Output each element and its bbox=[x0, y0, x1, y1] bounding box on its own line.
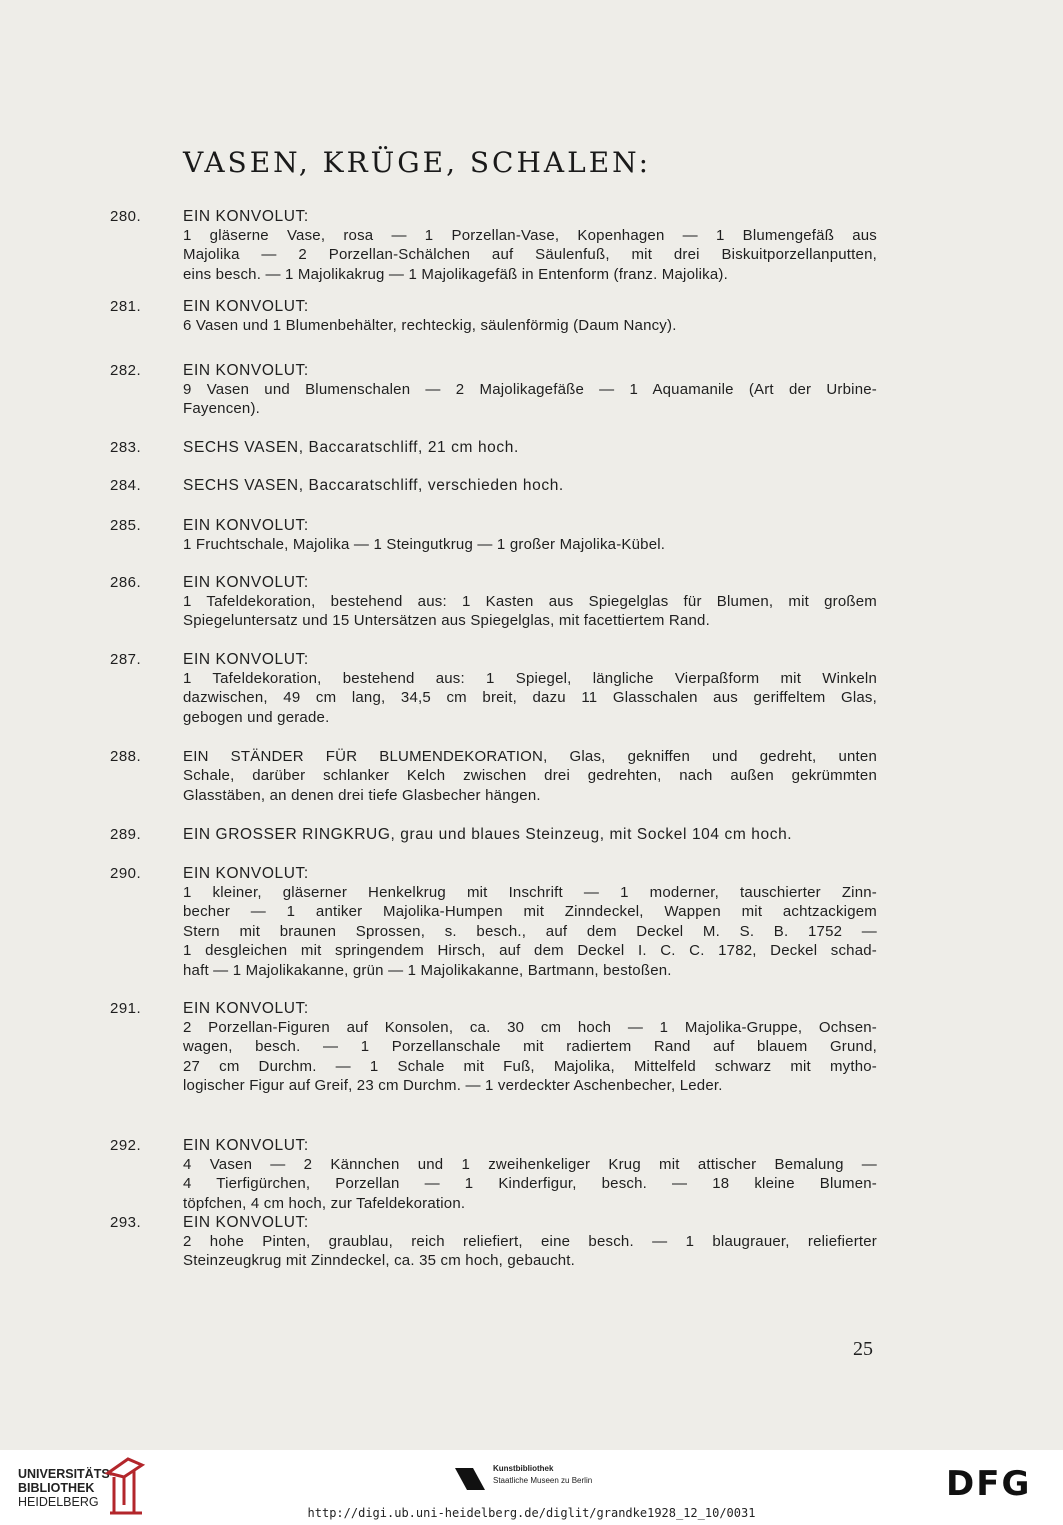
page-title: VASEN, KRÜGE, SCHALEN: bbox=[183, 146, 652, 179]
entry-description-line: 6 Vasen und 1 Blumenbehälter, rechteckig, säulenförmig (Daum Nancy). bbox=[183, 317, 677, 334]
entry-description-line: 27 cm Durchm. — 1 Schale mit Fuß, Majolika, Mittelfeld schwarz mit mytho- bbox=[183, 1057, 877, 1075]
partner-label: Kunstbibliothek Staatliche Museen zu Berlin bbox=[493, 1464, 593, 1485]
entry-number: 287. bbox=[110, 651, 142, 668]
entry-description-line: Majolika — 2 Porzellan-Schälchen auf Säulenfuß, mit drei Biskuitporzellanputten, bbox=[183, 246, 877, 264]
kunstbibliothek-logo-icon bbox=[453, 1464, 487, 1494]
entry-description-line: Fayencen). bbox=[183, 400, 261, 418]
entry-heading: EIN KONVOLUT: bbox=[183, 574, 309, 591]
entry-description-line: Schale, darüber schlanker Kelch zwischen drei gedrehten, nach außen gekrümmten bbox=[183, 767, 877, 785]
entry-heading: EIN KONVOLUT: bbox=[183, 1137, 309, 1154]
entry-description-line: Spiegeluntersatz und 15 Untersätzen aus Spiegelglas, mit facettiertem Rand. bbox=[183, 612, 710, 630]
entry-description-line: becher — 1 antiker Majolika-Humpen mit Zinndeckel, Wappen mit achtzackigem bbox=[183, 903, 877, 921]
entry-number: 291. bbox=[110, 1000, 142, 1017]
entry-number: 289. bbox=[110, 826, 142, 843]
entry-heading: EIN KONVOLUT: bbox=[183, 298, 309, 315]
footer bbox=[0, 1450, 1063, 1525]
entry-description-line: 9 Vasen und Blumenschalen — 2 Majolikagefäße — 1 Aquamanile (Art der Urbine- bbox=[183, 381, 877, 398]
entry-number: 288. bbox=[110, 748, 142, 765]
entry-description-line: Steinzeugkrug mit Zinndeckel, ca. 35 cm hoch, gebaucht. bbox=[183, 1252, 576, 1270]
entry-description-line: EIN STÄNDER FÜR BLUMENDEKORATION, Glas, gekniffen und gedreht, unten bbox=[183, 748, 877, 765]
entry-description-line: eins besch. — 1 Majolikakrug — 1 Majolikagefäß in Entenform (franz. Majolika). bbox=[183, 265, 728, 283]
entry-heading: SECHS VASEN, Baccaratschliff, 21 cm hoch. bbox=[183, 439, 519, 456]
entry-number: 285. bbox=[110, 517, 142, 534]
entry-description-line: 1 kleiner, gläserner Henkelkrug mit Inschrift — 1 moderner, tauschierter Zinn- bbox=[183, 884, 877, 901]
entry-description-line: gebogen und gerade. bbox=[183, 708, 330, 726]
entry-description-line: 1 Tafeldekoration, bestehend aus: 1 Kasten aus Spiegelglas für Blumen, mit großem bbox=[183, 593, 877, 610]
entry-number: 293. bbox=[110, 1214, 142, 1231]
entry-number: 286. bbox=[110, 574, 142, 591]
entry-description-line: 4 Vasen — 2 Kännchen und 1 zweihenkeliger Krug mit attischer Bemalung — bbox=[183, 1156, 877, 1173]
university-library-logo[interactable]: UNIVERSITÄTS- BIBLIOTHEK HEIDELBERG bbox=[18, 1467, 114, 1509]
entry-description-line: dazwischen, 49 cm lang, 34,5 cm breit, dazu 11 Glasschalen aus geriffeltem Glas, bbox=[183, 689, 877, 707]
entry-description-line: 1 desgleichen mit springendem Hirsch, auf dem Deckel I. C. C. 1782, Deckel schad- bbox=[183, 942, 877, 960]
entry-number: 281. bbox=[110, 298, 142, 315]
source-url[interactable]: http://digi.ub.uni-heidelberg.de/diglit/grandke1928_12_10/0031 bbox=[307, 1506, 756, 1520]
entry-description-line: 2 hohe Pinten, graublau, reich reliefiert, eine besch. — 1 blaugrauer, reliefierter bbox=[183, 1233, 877, 1250]
entry-number: 290. bbox=[110, 865, 142, 882]
entry-number: 283. bbox=[110, 439, 142, 456]
entry-heading: EIN KONVOLUT: bbox=[183, 1000, 309, 1017]
entry-description-line: logischer Figur auf Greif, 23 cm Durchm. — 1 verdeckter Aschenbecher, Leder. bbox=[183, 1077, 723, 1095]
entry-heading: EIN KONVOLUT: bbox=[183, 208, 309, 225]
entry-heading: EIN KONVOLUT: bbox=[183, 517, 309, 534]
entry-number: 284. bbox=[110, 477, 142, 494]
entry-description-line: töpfchen, 4 cm hoch, zur Tafeldekoration. bbox=[183, 1194, 466, 1212]
entry-description-line: 2 Porzellan-Figuren auf Konsolen, ca. 30 cm hoch — 1 Majolika-Gruppe, Ochsen- bbox=[183, 1019, 877, 1036]
dfg-logo: DFG bbox=[946, 1464, 1032, 1504]
entry-heading: SECHS VASEN, Baccaratschliff, verschieden hoch. bbox=[183, 477, 564, 494]
entry-description-line: Stern mit braunen Sprossen, s. besch., auf dem Deckel M. S. B. 1752 — bbox=[183, 922, 877, 940]
entry-number: 280. bbox=[110, 208, 142, 225]
entry-description-line: haft — 1 Majolikakanne, grün — 1 Majolikakanne, Bartmann, bestoßen. bbox=[183, 961, 672, 979]
page-number: 25 bbox=[853, 1338, 873, 1360]
entry-description-line: 1 Fruchtschale, Majolika — 1 Steingutkrug — 1 großer Majolika-Kübel. bbox=[183, 536, 666, 553]
entry-heading: EIN GROSSER RINGKRUG, grau und blaues Steinzeug, mit Sockel 104 cm hoch. bbox=[183, 826, 793, 843]
entry-number: 282. bbox=[110, 362, 142, 379]
entry-number: 292. bbox=[110, 1137, 142, 1154]
entry-description-line: Glasstäben, an denen drei tiefe Glasbecher hängen. bbox=[183, 786, 541, 804]
entry-heading: EIN KONVOLUT: bbox=[183, 362, 309, 379]
entry-description-line: 4 Tierfigürchen, Porzellan — 1 Kinderfigur, besch. — 18 kleine Blumen- bbox=[183, 1175, 877, 1193]
entry-heading: EIN KONVOLUT: bbox=[183, 651, 309, 668]
entry-description-line: 1 Tafeldekoration, bestehend aus: 1 Spiegel, längliche Vierpaßform mit Winkeln bbox=[183, 670, 877, 687]
entry-heading: EIN KONVOLUT: bbox=[183, 1214, 309, 1231]
entry-description-line: 1 gläserne Vase, rosa — 1 Porzellan-Vase, Kopenhagen — 1 Blumengefäß aus bbox=[183, 227, 877, 244]
entry-heading: EIN KONVOLUT: bbox=[183, 865, 309, 882]
entry-description-line: wagen, besch. — 1 Porzellanschale mit radiertem Rand auf blauem Grund, bbox=[183, 1038, 877, 1056]
